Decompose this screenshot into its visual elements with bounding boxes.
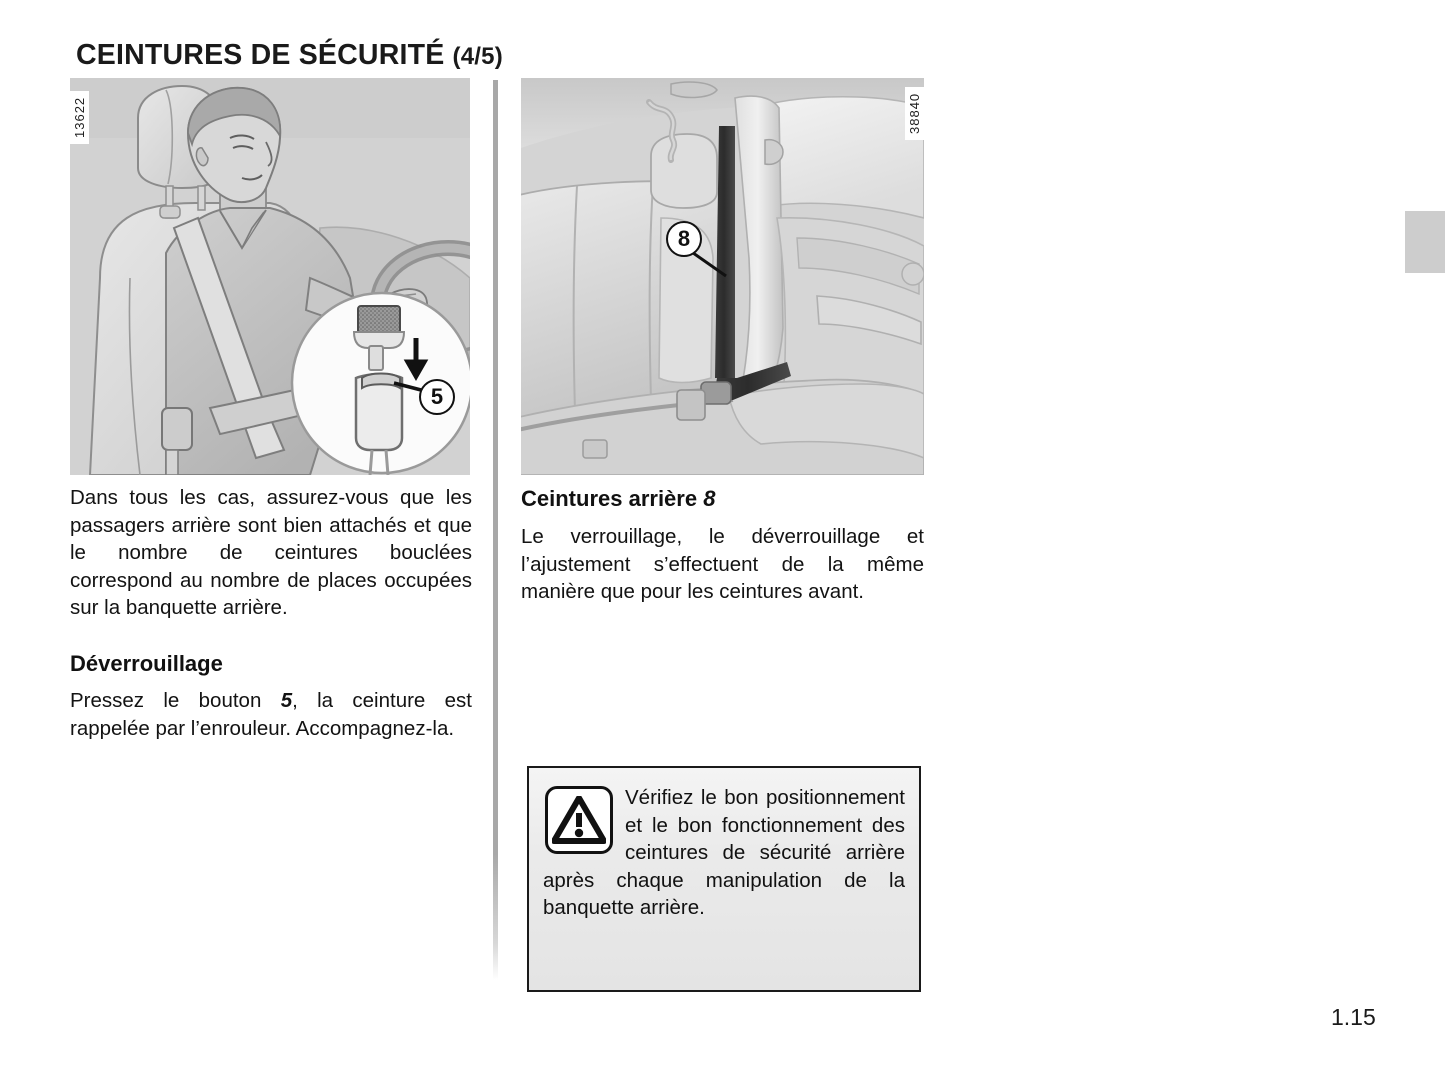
- figure-id-left: 13622: [70, 91, 89, 144]
- page-title: [76, 39, 503, 72]
- right-column: [521, 78, 924, 475]
- warning-box: [527, 766, 921, 992]
- page-title-suffix: (4/5): [452, 43, 503, 71]
- figure-driver-seatbelt: [70, 78, 470, 475]
- warning-text: Vérifiez le bon positionnement et le bon fonctionnement des ceintures de sécurité arrière après chaque manipulation de la banquette arrière.: [543, 786, 905, 919]
- chapter-edge-tab: [1405, 211, 1445, 273]
- rear-seatbelt-photo: [521, 78, 924, 475]
- unlock-text-after: , la ceinture est rappelée par l’enrouleur. Accompagnez-la.: [70, 689, 473, 740]
- rear-belts-ref-8: 8: [703, 486, 716, 511]
- unlock-text-before: Pressez le bouton: [70, 689, 281, 712]
- left-column: [70, 78, 470, 475]
- warning-triangle-icon: [545, 786, 613, 854]
- figure-id-right: 38840: [905, 87, 924, 140]
- heading-ceintures-arriere: [521, 485, 924, 513]
- warning-triangle-glyph: [552, 796, 606, 844]
- left-intro-paragraph: Dans tous les cas, assurez-vous que les passagers arrière sont bien attachés et que le nombre de ceintures bouclées correspond au nombre de places occupées sur la banquette arrière.: [70, 486, 472, 619]
- page-number: 1.15: [1331, 1004, 1376, 1030]
- rear-belts-heading-text: Ceintures arrière: [521, 486, 704, 511]
- callout-8: 8: [666, 221, 702, 257]
- driver-seatbelt-illustration: [70, 78, 470, 475]
- button-ref-5: 5: [280, 689, 293, 712]
- right-paragraph: Le verrouillage, le déverrouillage et l’ajustement s’effectuent de la même manière que pour les ceintures avant.: [521, 525, 924, 603]
- column-divider: [493, 80, 498, 980]
- left-unlock-paragraph: [70, 687, 472, 742]
- heading-deverrouillage: Déverrouillage: [70, 651, 223, 676]
- page-title-main: CEINTURES DE SÉCURITÉ: [76, 39, 445, 72]
- figure-rear-seatbelt: [521, 78, 924, 475]
- callout-5: 5: [419, 379, 455, 415]
